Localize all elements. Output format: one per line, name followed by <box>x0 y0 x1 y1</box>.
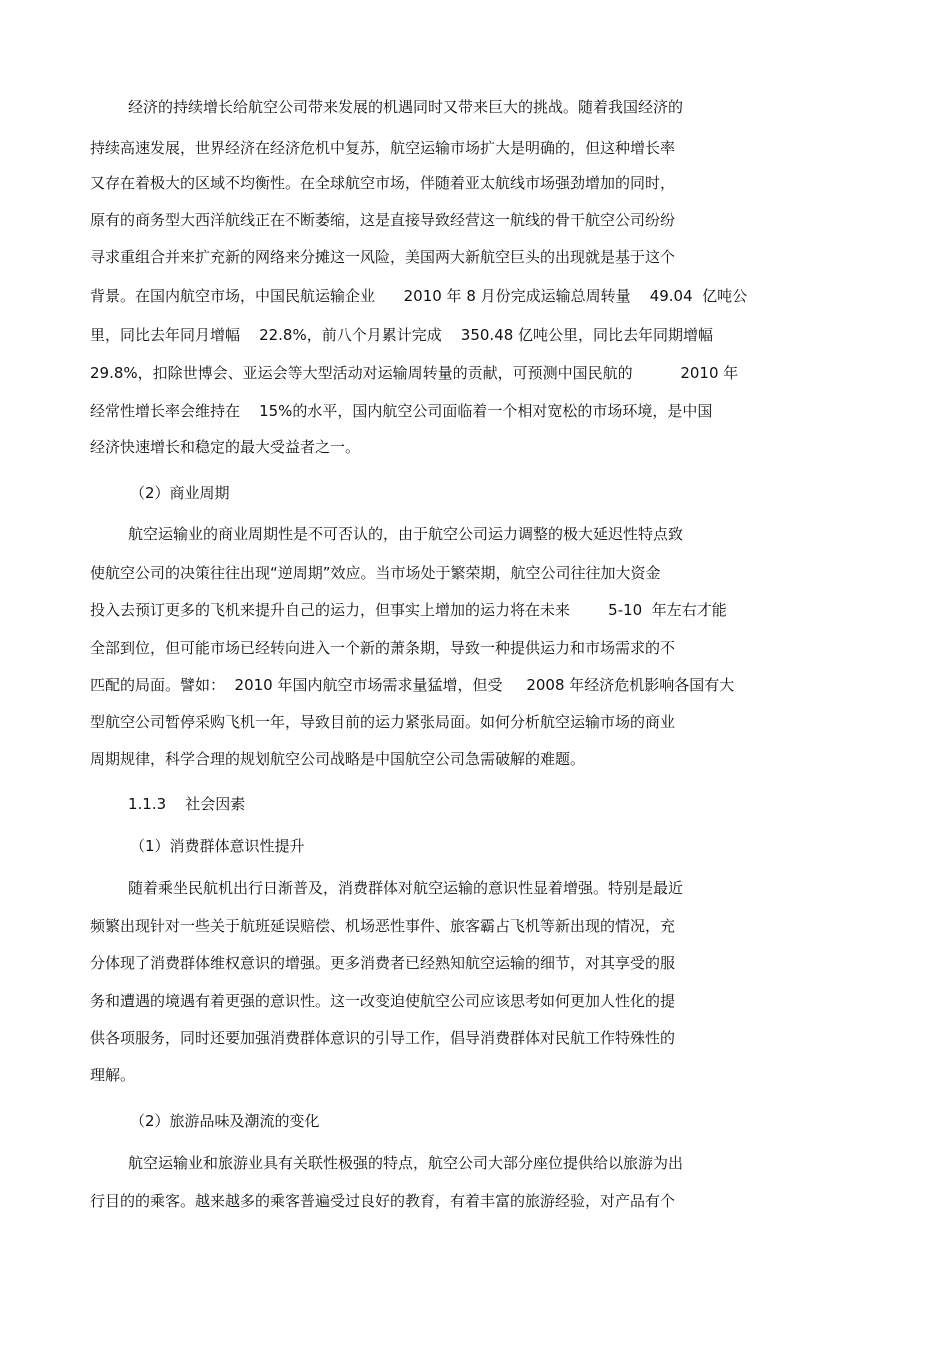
paragraph-line: 随着乘坐民航机出行日渐普及，消费群体对航空运输的意识性显着增强。特别是最近 <box>128 879 684 897</box>
paragraph-line: 原有的商务型大西洋航线正在不断萎缩，这是直接导致经营这一航线的骨干航空公司纷纷 <box>90 211 676 229</box>
paragraph-line: 行目的的乘客。越来越多的乘客普遍受过良好的教育，有着丰富的旅游经验，对产品有个 <box>90 1192 676 1210</box>
paragraph-line: 理解。 <box>90 1066 136 1084</box>
paragraph-line: 寻求重组合并来扩充新的网络来分摊这一风险，美国两大新航空巨头的出现就是基于这个 <box>90 248 676 266</box>
paragraph-line: 投入去预订更多的飞机来提升自己的运力，但事实上增加的运力将在未来 5-10 年左右才能 <box>90 601 727 619</box>
paragraph-line: 使航空公司的决策往往出现“逆周期”效应。当市场处于繁荣期，航空公司往往加大资金 <box>90 564 661 582</box>
paragraph-line: 航空运输业和旅游业具有关联性极强的特点，航空公司大部分座位提供给以旅游为出 <box>128 1154 684 1172</box>
paragraph-line: 型航空公司暂停采购飞机一年，导致目前的运力紧张局面。如何分析航空运输市场的商业 <box>90 713 676 731</box>
paragraph-line: 29.8%，扣除世博会、亚运会等大型活动对运输周转量的贡献，可预测中国民航的 2010 年 <box>90 364 739 382</box>
section-heading: （2）旅游品味及潮流的变化 <box>130 1112 320 1130</box>
paragraph-line: 航空运输业的商业周期性是不可否认的，由于航空公司运力调整的极大延迟性特点致 <box>128 525 684 543</box>
paragraph-line: 频繁出现针对一些关于航班延误赔偿、机场恶性事件、旅客霸占飞机等新出现的情况，充 <box>90 917 676 935</box>
paragraph-line: 经济快速增长和稳定的最大受益者之一。 <box>90 438 361 456</box>
paragraph-line: 里，同比去年同月增幅 22.8%，前八个月累计完成 350.48 亿吨公里，同比去年同期增幅 <box>90 326 714 344</box>
section-heading: 1.1.3 社会因素 <box>128 795 246 813</box>
paragraph-line: 务和遭遇的境遇有着更强的意识性。这一改变迫使航空公司应该思考如何更加人性化的提 <box>90 992 676 1010</box>
paragraph-line: 供各项服务，同时还要加强消费群体意识的引导工作，倡导消费群体对民航工作特殊性的 <box>90 1029 676 1047</box>
section-heading: （1）消费群体意识性提升 <box>130 837 305 855</box>
paragraph-line: 持续高速发展，世界经济在经济危机中复苏，航空运输市场扩大是明确的，但这种增长率 <box>90 139 676 157</box>
paragraph-line: 经济的持续增长给航空公司带来发展的机遇同时又带来巨大的挑战。随着我国经济的 <box>128 98 684 116</box>
paragraph-line: 又存在着极大的区域不均衡性。在全球航空市场，伴随着亚太航线市场强劲增加的同时， <box>90 174 676 192</box>
paragraph-line: 匹配的局面。譬如： 2010 年国内航空市场需求量猛增，但受 2008 年经济危机影响各国有大 <box>90 676 735 694</box>
paragraph-line: 全部到位，但可能市场已经转向进入一个新的萧条期，导致一种提供运力和市场需求的不 <box>90 639 676 657</box>
section-heading: （2）商业周期 <box>130 484 230 502</box>
paragraph-line: 周期规律，科学合理的规划航空公司战略是中国航空公司急需破解的难题。 <box>90 750 586 768</box>
paragraph-line: 分体现了消费群体维权意识的增强。更多消费者已经熟知航空运输的细节，对其享受的服 <box>90 954 676 972</box>
paragraph-line: 经常性增长率会维持在 15%的水平，国内航空公司面临着一个相对宽松的市场环境，是中国 <box>90 402 713 420</box>
paragraph-line: 背景。在国内航空市场，中国民航运输企业 2010 年 8 月份完成运输总周转量 49.04 亿吨公 <box>90 287 748 305</box>
